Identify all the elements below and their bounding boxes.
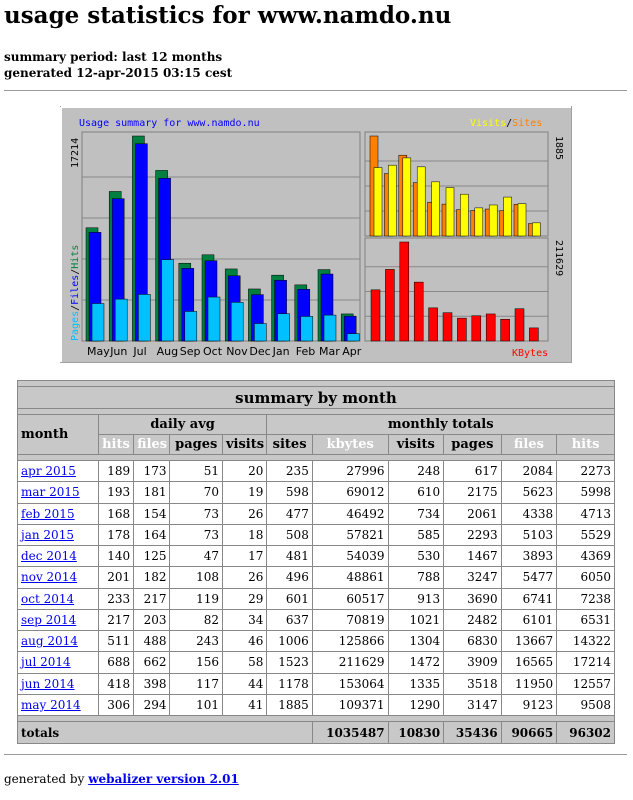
daily-hits-cell: 140: [98, 546, 133, 567]
monthly-files-cell: 5623: [501, 482, 557, 503]
daily-hits-cell: 178: [98, 524, 133, 545]
daily-pages-cell: 82: [170, 609, 223, 630]
legend-part: Visits: [470, 118, 507, 129]
table-row: [18, 609, 615, 630]
col-monthly-sites: sites: [267, 435, 312, 455]
bar-visits: [504, 197, 512, 236]
daily-visits-cell: 18: [222, 524, 266, 545]
monthly-pages-cell: 2061: [444, 503, 502, 524]
bar-pages: [347, 334, 359, 341]
month-cell: [18, 546, 99, 567]
month-cell: [18, 673, 99, 694]
bar-pages: [231, 302, 243, 341]
monthly-totals-header: monthly totals: [267, 415, 615, 435]
month-cell: [18, 567, 99, 588]
month-link[interactable]: jun 2014: [21, 676, 75, 691]
x-tick-label: Jun: [110, 345, 128, 358]
label-separator: /: [70, 304, 81, 311]
bar-kbytes: [515, 309, 524, 341]
bar-visits: [403, 158, 411, 236]
divider-top: [4, 90, 627, 91]
monthly-visits-cell: 1472: [388, 652, 444, 673]
daily-pages-cell: 108: [170, 567, 223, 588]
daily-hits-cell: 189: [98, 461, 133, 482]
chart-title: Usage summary for www.namdo.nu: [79, 118, 260, 129]
bar-visits: [460, 194, 468, 236]
monthly-pages-cell: 3518: [444, 673, 502, 694]
bar-kbytes: [486, 314, 495, 341]
left-axis-label-part: Hits: [70, 244, 81, 269]
daily-hits-cell: 688: [98, 652, 133, 673]
monthly-sites-cell: 481: [267, 546, 312, 567]
table-row: [18, 503, 615, 524]
monthly-sites-cell: 1178: [267, 673, 312, 694]
month-link[interactable]: oct 2014: [21, 591, 75, 606]
daily-hits-cell: 418: [98, 673, 133, 694]
x-tick-label: Jan: [272, 345, 290, 358]
monthly-files-cell: 16565: [501, 652, 557, 673]
daily-visits-cell: 41: [222, 694, 266, 715]
monthly-hits-cell: 12557: [557, 673, 615, 694]
daily-files-cell: 203: [134, 609, 170, 630]
daily-files-cell: 181: [134, 482, 170, 503]
bar-pages: [254, 324, 266, 341]
right-bottom-legend: KBytes: [512, 348, 549, 359]
bar-visits: [432, 182, 440, 236]
daily-visits-cell: 46: [222, 631, 266, 652]
col-monthly-kbytes: kbytes: [312, 435, 388, 455]
monthly-kbytes-cell: 46492: [312, 503, 388, 524]
monthly-visits-cell: 1335: [388, 673, 444, 694]
bar-visits: [518, 204, 526, 236]
monthly-pages-cell: 3247: [444, 567, 502, 588]
right-bottom-max-label: 211629: [553, 240, 564, 277]
daily-files-cell: 164: [134, 524, 170, 545]
bar-visits: [446, 188, 454, 236]
x-tick-label: Sep: [179, 345, 201, 358]
monthly-sites-cell: 1006: [267, 631, 312, 652]
month-cell: [18, 631, 99, 652]
daily-visits-cell: 26: [222, 503, 266, 524]
monthly-kbytes-cell: 54039: [312, 546, 388, 567]
month-link[interactable]: dec 2014: [21, 549, 77, 564]
month-link[interactable]: feb 2015: [21, 506, 75, 521]
monthly-pages-cell: 2482: [444, 609, 502, 630]
total-kbytes: 1035487: [312, 722, 388, 744]
x-tick-label: Jul: [133, 345, 147, 358]
left-axis-label-part: Files: [70, 274, 81, 305]
table-row: [18, 524, 615, 545]
usage-summary-chart: [60, 106, 572, 363]
bar-pages: [138, 294, 150, 341]
daily-pages-cell: 70: [170, 482, 223, 503]
monthly-visits-cell: 585: [388, 524, 444, 545]
daily-files-cell: 125: [134, 546, 170, 567]
month-cell: [18, 461, 99, 482]
daily-hits-cell: 193: [98, 482, 133, 503]
daily-files-cell: 294: [134, 694, 170, 715]
monthly-pages-cell: 617: [444, 461, 502, 482]
daily-hits-cell: 233: [98, 588, 133, 609]
col-daily-hits: hits: [98, 435, 133, 455]
col-monthly-pages: pages: [444, 435, 502, 455]
x-tick-label: Nov: [226, 345, 248, 358]
daily-pages-cell: 51: [170, 461, 223, 482]
monthly-kbytes-cell: 153064: [312, 673, 388, 694]
table-row: [18, 631, 615, 652]
x-tick-label: Dec: [249, 345, 271, 358]
bar-visits: [489, 205, 497, 236]
monthly-pages-cell: 3909: [444, 652, 502, 673]
bar-visits: [475, 208, 483, 236]
daily-visits-cell: 26: [222, 567, 266, 588]
daily-hits-cell: 168: [98, 503, 133, 524]
daily-hits-cell: 217: [98, 609, 133, 630]
month-link[interactable]: mar 2015: [21, 485, 80, 500]
bar-kbytes: [400, 242, 409, 341]
monthly-hits-cell: 14322: [557, 631, 615, 652]
monthly-kbytes-cell: 69012: [312, 482, 388, 503]
monthly-visits-cell: 1304: [388, 631, 444, 652]
monthly-files-cell: 5103: [501, 524, 557, 545]
monthly-kbytes-cell: 27996: [312, 461, 388, 482]
month-link[interactable]: sep 2014: [21, 612, 77, 627]
daily-files-cell: 173: [134, 461, 170, 482]
right-top-max-label: 1885: [553, 136, 564, 161]
generated-date: generated 12-apr-2015 03:15 cest: [4, 66, 233, 80]
monthly-sites-cell: 1885: [267, 694, 312, 715]
total-hits: 96302: [557, 722, 615, 744]
right-top-legend: [470, 118, 542, 129]
monthly-visits-cell: 1021: [388, 609, 444, 630]
daily-visits-cell: 29: [222, 588, 266, 609]
monthly-hits-cell: 6050: [557, 567, 615, 588]
col-daily-pages: pages: [170, 435, 223, 455]
daily-visits-cell: 17: [222, 546, 266, 567]
daily-files-cell: 398: [134, 673, 170, 694]
divider-bottom: [4, 754, 627, 755]
daily-visits-cell: 34: [222, 609, 266, 630]
monthly-pages-cell: 3147: [444, 694, 502, 715]
monthly-sites-cell: 598: [267, 482, 312, 503]
month-cell: [18, 482, 99, 503]
bar-kbytes: [472, 316, 481, 341]
totals-label: totals: [18, 722, 313, 744]
monthly-pages-cell: 2293: [444, 524, 502, 545]
webalizer-link[interactable]: webalizer version 2.01: [88, 772, 239, 786]
bar-kbytes: [529, 328, 538, 341]
monthly-sites-cell: 235: [267, 461, 312, 482]
daily-pages-cell: 73: [170, 524, 223, 545]
table-row: [18, 588, 615, 609]
daily-visits-cell: 44: [222, 673, 266, 694]
bar-kbytes: [371, 290, 380, 341]
month-link[interactable]: may 2014: [21, 697, 81, 712]
month-link[interactable]: jan 2015: [21, 527, 74, 542]
x-tick-label: Mar: [319, 345, 340, 358]
monthly-files-cell: 6741: [501, 588, 557, 609]
monthly-pages-cell: 6830: [444, 631, 502, 652]
month-link[interactable]: apr 2015: [21, 464, 76, 479]
daily-avg-header: daily avg: [98, 415, 267, 435]
summary-period: summary period: last 12 months: [4, 50, 223, 64]
total-pages: 35436: [444, 722, 502, 744]
monthly-visits-cell: 788: [388, 567, 444, 588]
daily-pages-cell: 243: [170, 631, 223, 652]
table-row: [18, 694, 615, 715]
monthly-files-cell: 3893: [501, 546, 557, 567]
monthly-sites-cell: 496: [267, 567, 312, 588]
left-axis-label-part: Pages: [70, 310, 81, 341]
monthly-kbytes-cell: 70819: [312, 609, 388, 630]
daily-pages-cell: 47: [170, 546, 223, 567]
month-link[interactable]: aug 2014: [21, 634, 78, 649]
col-daily-visits: visits: [222, 435, 266, 455]
monthly-files-cell: 9123: [501, 694, 557, 715]
month-cell: [18, 609, 99, 630]
monthly-sites-cell: 601: [267, 588, 312, 609]
total-visits: 10830: [388, 722, 444, 744]
monthly-visits-cell: 248: [388, 461, 444, 482]
bar-kbytes: [457, 318, 466, 341]
daily-files-cell: 154: [134, 503, 170, 524]
page-title: usage statistics for www.namdo.nu: [4, 2, 452, 29]
month-cell: [18, 588, 99, 609]
monthly-visits-cell: 913: [388, 588, 444, 609]
table-caption: summary by month: [18, 387, 615, 409]
col-monthly-visits: visits: [388, 435, 444, 455]
total-files: 90665: [501, 722, 557, 744]
daily-files-cell: 662: [134, 652, 170, 673]
legend-separator: /: [506, 118, 513, 129]
x-tick-label: Apr: [342, 345, 362, 358]
x-tick-label: Oct: [203, 345, 223, 358]
monthly-kbytes-cell: 125866: [312, 631, 388, 652]
monthly-pages-cell: 2175: [444, 482, 502, 503]
table-row: [18, 482, 615, 503]
bar-pages: [185, 311, 197, 341]
monthly-hits-cell: 5529: [557, 524, 615, 545]
monthly-kbytes-cell: 109371: [312, 694, 388, 715]
monthly-files-cell: 13667: [501, 631, 557, 652]
bar-pages: [208, 297, 220, 341]
monthly-kbytes-cell: 57821: [312, 524, 388, 545]
daily-visits-cell: 19: [222, 482, 266, 503]
bar-pages: [301, 316, 313, 341]
table-row: [18, 461, 615, 482]
monthly-kbytes-cell: 60517: [312, 588, 388, 609]
table-row: [18, 567, 615, 588]
footer-prefix: generated by: [4, 772, 85, 786]
month-cell: [18, 694, 99, 715]
bar-kbytes: [385, 269, 394, 341]
monthly-pages-cell: 1467: [444, 546, 502, 567]
monthly-sites-cell: 1523: [267, 652, 312, 673]
monthly-visits-cell: 610: [388, 482, 444, 503]
monthly-hits-cell: 4369: [557, 546, 615, 567]
daily-files-cell: 182: [134, 567, 170, 588]
month-cell: [18, 503, 99, 524]
monthly-files-cell: 6101: [501, 609, 557, 630]
daily-pages-cell: 119: [170, 588, 223, 609]
monthly-hits-cell: 6531: [557, 609, 615, 630]
footer: [4, 772, 239, 786]
daily-files-cell: 488: [134, 631, 170, 652]
monthly-visits-cell: 734: [388, 503, 444, 524]
bar-kbytes: [501, 319, 510, 341]
daily-visits-cell: 20: [222, 461, 266, 482]
table-row: [18, 652, 615, 673]
table-row: [18, 673, 615, 694]
daily-visits-cell: 58: [222, 652, 266, 673]
bar-kbytes: [443, 313, 452, 341]
monthly-files-cell: 5477: [501, 567, 557, 588]
x-tick-label: Aug: [156, 345, 179, 358]
bar-visits: [374, 168, 382, 236]
monthly-hits-cell: 7238: [557, 588, 615, 609]
daily-hits-cell: 201: [98, 567, 133, 588]
monthly-files-cell: 2084: [501, 461, 557, 482]
daily-pages-cell: 156: [170, 652, 223, 673]
monthly-hits-cell: 5998: [557, 482, 615, 503]
daily-pages-cell: 73: [170, 503, 223, 524]
monthly-kbytes-cell: 211629: [312, 652, 388, 673]
table-row: [18, 546, 615, 567]
monthly-files-cell: 11950: [501, 673, 557, 694]
bar-visits: [388, 165, 396, 236]
monthly-hits-cell: 4713: [557, 503, 615, 524]
monthly-hits-cell: 17214: [557, 652, 615, 673]
daily-pages-cell: 101: [170, 694, 223, 715]
monthly-hits-cell: 2273: [557, 461, 615, 482]
label-separator: /: [70, 268, 81, 275]
bar-visits: [417, 167, 425, 236]
monthly-visits-cell: 1290: [388, 694, 444, 715]
bar-kbytes: [429, 308, 438, 341]
daily-pages-cell: 117: [170, 673, 223, 694]
bar-pages: [115, 299, 127, 341]
bar-kbytes: [414, 282, 423, 341]
month-link[interactable]: nov 2014: [21, 570, 78, 585]
daily-hits-cell: 511: [98, 631, 133, 652]
col-monthly-hits: hits: [557, 435, 615, 455]
summary-table: [17, 380, 615, 744]
left-axis-label: [70, 245, 81, 341]
legend-part: Sites: [512, 118, 543, 129]
x-tick-label: Feb: [295, 345, 316, 358]
month-link[interactable]: jul 2014: [21, 655, 71, 670]
monthly-sites-cell: 477: [267, 503, 312, 524]
monthly-pages-cell: 3690: [444, 588, 502, 609]
month-header: month: [18, 415, 99, 455]
bar-pages: [324, 315, 336, 341]
monthly-kbytes-cell: 48861: [312, 567, 388, 588]
monthly-sites-cell: 508: [267, 524, 312, 545]
daily-files-cell: 217: [134, 588, 170, 609]
bar-pages: [162, 260, 174, 341]
daily-hits-cell: 306: [98, 694, 133, 715]
col-monthly-files: files: [501, 435, 557, 455]
bar-pages: [278, 314, 290, 341]
month-cell: [18, 524, 99, 545]
col-daily-files: files: [134, 435, 170, 455]
left-max-label: 17214: [70, 137, 81, 168]
monthly-hits-cell: 9508: [557, 694, 615, 715]
month-cell: [18, 652, 99, 673]
x-tick-label: May: [87, 345, 110, 358]
monthly-visits-cell: 530: [388, 546, 444, 567]
bar-visits: [532, 223, 540, 236]
bar-pages: [92, 304, 104, 341]
monthly-sites-cell: 637: [267, 609, 312, 630]
monthly-files-cell: 4338: [501, 503, 557, 524]
